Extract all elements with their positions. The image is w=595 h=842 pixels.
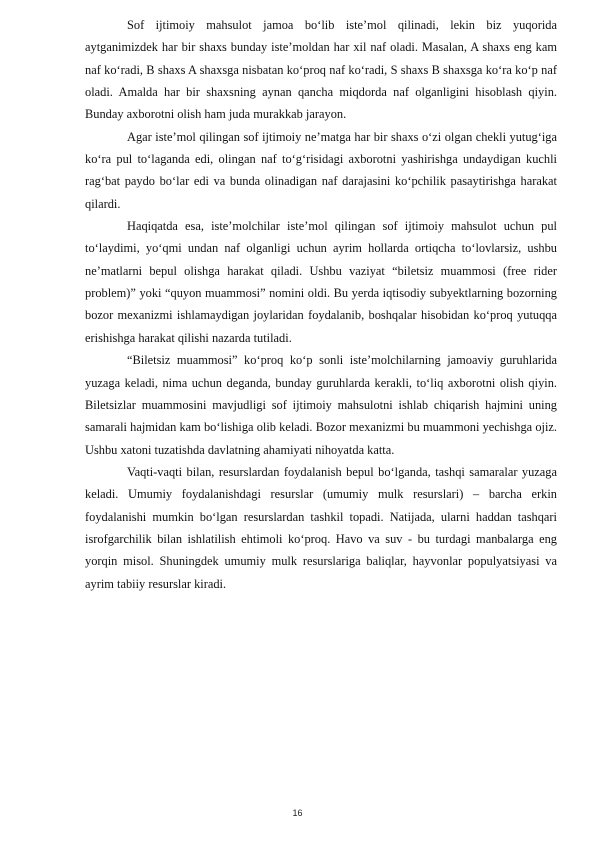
paragraph-2: Agar iste’mol qilingan sof ijtimoiy ne’matga har bir shaxs o‘zi olgan chekli yutug‘iga ko‘ra pul to‘laganda edi, olingan naf to‘g‘risidagi axborotni yashirishga undaydigan kuchli rag‘bat paydo bo‘lar edi va bunda olinadigan naf darajasini ko‘pchilik pasaytirishga harakat qilardi. <box>85 129 557 211</box>
paragraph-1: Sof ijtimoiy mahsulot jamoa bo‘lib iste’mol qilinadi, lekin biz yuqorida aytganimizdek har bir shaxs bunday iste’moldan har xil naf oladi. Masalan, A shaxs eng kam naf ko‘radi, B shaxs A shaxsga nisbatan ko‘proq naf ko‘radi, S shaxs B shaxsga ko‘ra ko‘p naf oladi. Amalda har bir shaxsning aynan qancha miqdorda naf olganligini hisoblash qiyin. Bunday axborotni olish ham juda murakkab jarayon. <box>85 18 557 122</box>
paragraph-3: Haqiqatda esa, iste’molchilar iste’mol qilingan sof ijtimoiy mahsulot uchun pul to‘laydimi, yo‘qmi undan naf olganligi uchun ayrim hollarda ortiqcha to‘lovlarsiz, ushbu ne’matlarni bepul olishga harakat qiladi. Ushbu vaziyat “biletsiz muammosi (free rider problem)” yoki “quyon muammosi” nomini oldi. Bu yerda iqtisodiy subyektlarning bozorning bozor mexanizmi ishlamaydigan joylaridan foydalanib, boshqalar hisobidan ko‘proq yutuqqa erishishga harakat qilishi nazarda tutiladi. <box>85 219 557 345</box>
paragraph-4: “Biletsiz muammosi” ko‘proq ko‘p sonli iste’molchilarning jamoaviy guruhlarida yuzaga keladi, nima uchun deganda, bunday guruhlarda kerakli, to‘liq axborotni olish qiyin. Biletsizlar muammosini mavjudligi sof ijtimoiy mahsulotni ishlab chiqarish hajmini uning samarali hajmidan kam bo‘lishiga olib keladi. Bozor mexanizmi bu muammoni yechishga ojiz. Ushbu xatoni tuzatishda davlatning ahamiyati nihoyatda katta. <box>85 353 557 457</box>
body-text <box>85 14 557 595</box>
paragraph-5: Vaqti-vaqti bilan, resurslardan foydalanish bepul bo‘lganda, tashqi samaralar yuzaga keladi. Umumiy foydalanishdagi resurslar (umumiy mulk resurslari) – barcha erkin foydalanishi mumkin bo‘lgan resurslardan tashkil topadi. Natijada, ularni haddan tashqari isrofgarchilik bilan ishlatilish ehtimoli ko‘proq. Havo va suv - bu turdagi manbalarga eng yorqin misol. Shuningdek umumiy mulk resurslariga baliqlar, hayvonlar populyatsiyasi va ayrim tabiiy resurslar kiradi. <box>85 464 557 591</box>
page-number: 16 <box>292 808 303 818</box>
